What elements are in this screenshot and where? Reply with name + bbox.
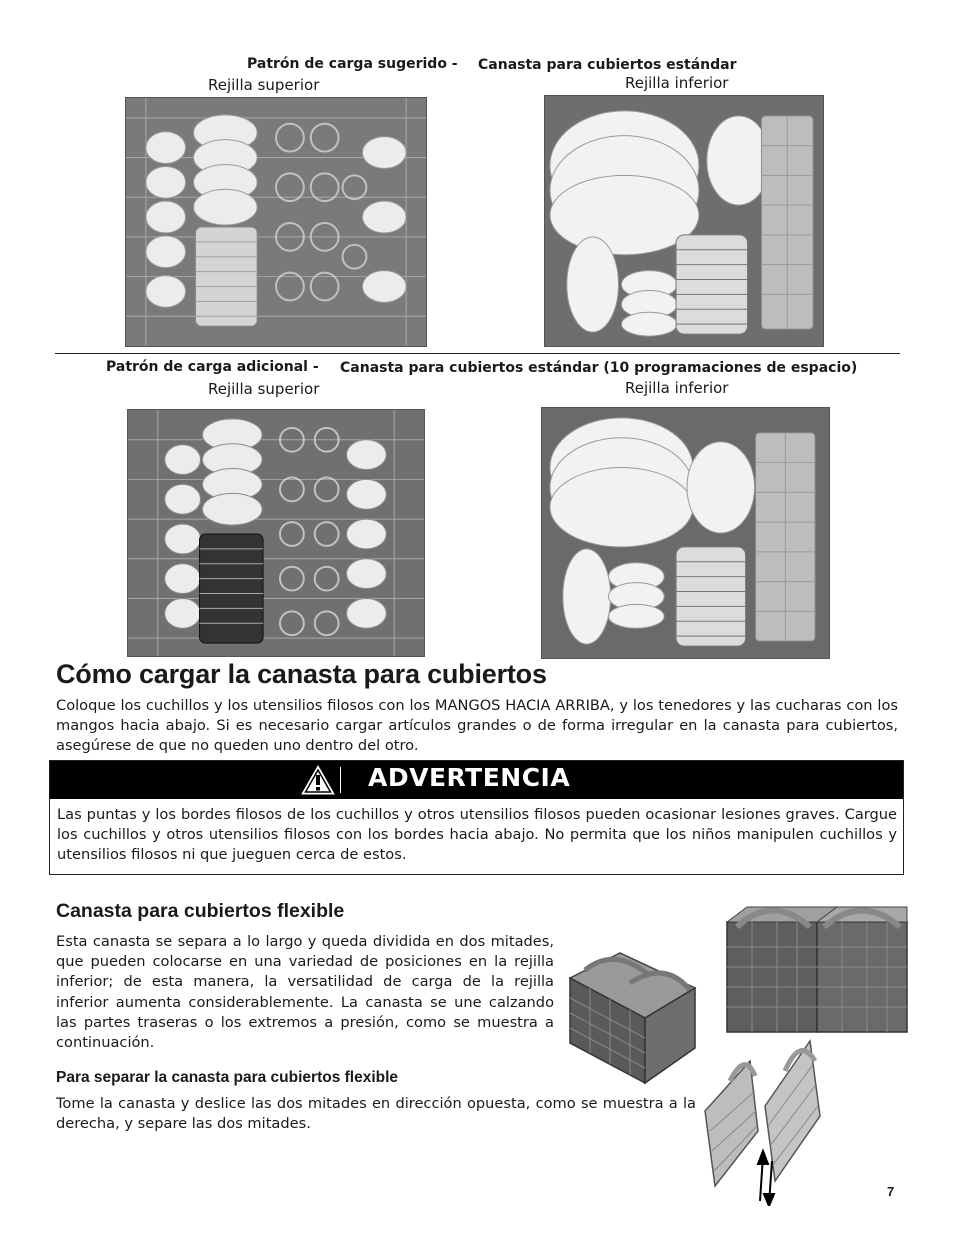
intro-paragraph: Coloque los cuchillos y los utensilios filosos con los MANGOS HACIA ARRIBA, y los tenedores y las cucharas con los mangos hacia abajo. Si es necesario cargar artículos grandes o de forma irregular en la canasta para cubiertos, asegúrese de que no queden uno dentro del otro. (56, 697, 898, 755)
flexible-basket-heading: Canasta para cubiertos flexible (56, 900, 345, 922)
separating-basket-illustration (700, 1036, 825, 1206)
joined-basket-illustration (722, 902, 912, 1040)
page-title: Cómo cargar la canasta para cubiertos (56, 659, 547, 689)
warning-title: ADVERTENCIA (368, 763, 571, 792)
lower-rack-label-2: Rejilla inferior (625, 379, 729, 397)
upper-rack-label: Rejilla superior (208, 76, 320, 94)
upper-rack-photo-2 (127, 409, 425, 657)
separate-basket-text: Tome la canasta y deslice las dos mitades en dirección opuesta, como se muestra a la derecha, y separe las dos mitades. (56, 1095, 696, 1133)
flexible-basket-illustration (560, 948, 700, 1086)
warning-box (49, 760, 904, 875)
warning-separator (340, 767, 341, 793)
standard-basket-label: Canasta para cubiertos estándar (478, 57, 737, 73)
separate-basket-subheading: Para separar la canasta para cubiertos flexible (56, 1069, 399, 1086)
warning-text: Las puntas y los bordes filosos de los cuchillos y otros utensilios filosos pueden ocasionar lesiones graves. Cargue los cuchillos y otros utensilios filosos con los bordes hacia abajo. No permita que los niños manipulen cuchillos y utensilios filosos ni que jueguen cerca de estos. (57, 806, 897, 864)
page-number: 7 (887, 1184, 895, 1199)
additional-pattern-label: Patrón de carga adicional - (106, 359, 319, 375)
warning-header (50, 761, 903, 799)
standard-basket-10-label: Canasta para cubiertos estándar (10 programaciones de espacio) (340, 360, 858, 376)
upper-rack-photo (125, 97, 427, 347)
section-divider (55, 353, 900, 354)
lower-rack-label: Rejilla inferior (625, 74, 729, 92)
warning-triangle-icon (300, 764, 336, 796)
lower-rack-photo (544, 95, 824, 347)
upper-rack-label-2: Rejilla superior (208, 380, 320, 398)
suggested-pattern-label: Patrón de carga sugerido - (247, 56, 458, 72)
flexible-basket-text: Esta canasta se separa a lo largo y queda dividida en dos mitades, que pueden colocarse en una variedad de posiciones en la rejilla inferior; de esta manera, la versatilidad de carga de la rejilla inferior aumenta considerablemente. La canasta se une calzando las partes traseras o los extremos a presión, como se muestra a continuación. (56, 933, 554, 1052)
lower-rack-photo-2 (541, 407, 830, 659)
